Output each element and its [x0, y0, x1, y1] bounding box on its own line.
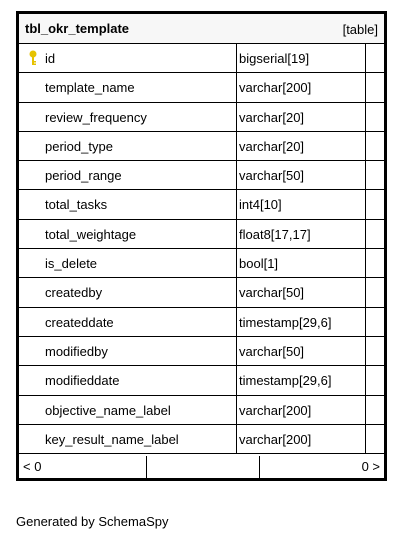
column-type: varchar[50] — [239, 343, 305, 359]
column-name[interactable]: objective_name_label — [45, 402, 171, 418]
column-name[interactable]: is_delete — [45, 256, 98, 272]
column-row — [19, 73, 384, 102]
key-cell — [19, 366, 39, 394]
column-name[interactable]: key_result_name_label — [45, 431, 179, 447]
column-row — [19, 249, 384, 278]
column-type: bigserial[19] — [239, 51, 310, 66]
column-name[interactable]: id — [45, 51, 56, 66]
key-cell — [19, 161, 39, 189]
table-name[interactable]: tbl_okr_template — [25, 21, 130, 36]
column-separator — [236, 44, 237, 454]
key-cell — [19, 308, 39, 336]
key-cell — [19, 278, 39, 306]
column-name[interactable]: template_name — [45, 80, 135, 96]
column-list — [19, 44, 384, 454]
column-type: varchar[20] — [239, 138, 305, 154]
column-separator-right — [365, 44, 366, 454]
key-cell — [19, 337, 39, 365]
table-box — [16, 11, 387, 481]
key-cell — [19, 190, 39, 218]
key-icon — [27, 50, 39, 66]
column-row — [19, 278, 384, 307]
column-type: timestamp[29,6] — [239, 373, 332, 389]
column-row — [19, 44, 384, 73]
column-name[interactable]: total_weightage — [45, 226, 137, 242]
column-row — [19, 337, 384, 366]
column-name[interactable]: review_frequency — [45, 109, 147, 125]
column-type: timestamp[29,6] — [239, 314, 332, 330]
column-row — [19, 425, 384, 454]
column-name[interactable]: modifiedby — [45, 343, 108, 359]
key-cell — [19, 220, 39, 248]
column-type: bool[1] — [239, 256, 279, 272]
footer-separator-right — [259, 456, 260, 478]
table-title-row — [19, 14, 384, 44]
column-name[interactable]: modifieddate — [45, 373, 120, 389]
column-type: float8[17,17] — [239, 226, 311, 242]
column-name[interactable]: createddate — [45, 314, 114, 330]
column-name[interactable]: createdby — [45, 285, 103, 301]
column-type: int4[10] — [239, 197, 282, 213]
key-cell — [19, 396, 39, 424]
column-row — [19, 161, 384, 190]
children-count[interactable]: 0 > — [361, 459, 380, 474]
column-row — [19, 190, 384, 219]
table-footer — [19, 456, 384, 478]
parents-count[interactable]: < 0 — [23, 459, 42, 474]
column-row — [19, 366, 384, 395]
generated-by-text: Generated by SchemaSpy — [16, 514, 169, 529]
column-name[interactable]: period_range — [45, 168, 122, 184]
column-type: varchar[200] — [239, 431, 312, 447]
column-row — [19, 103, 384, 132]
column-type: varchar[50] — [239, 168, 305, 184]
column-name[interactable]: period_type — [45, 138, 113, 154]
key-cell — [19, 73, 39, 101]
column-row — [19, 220, 384, 249]
column-row — [19, 132, 384, 161]
column-type: varchar[200] — [239, 402, 312, 418]
key-cell — [19, 132, 39, 160]
column-row — [19, 396, 384, 425]
column-type: varchar[200] — [239, 80, 312, 96]
footer-separator-left — [146, 456, 147, 478]
column-type: varchar[50] — [239, 285, 305, 301]
column-type: varchar[20] — [239, 109, 305, 125]
key-cell — [19, 103, 39, 131]
column-name[interactable]: total_tasks — [45, 197, 108, 213]
table-kind: [table] — [342, 22, 378, 37]
key-cell — [19, 44, 39, 72]
key-cell — [19, 249, 39, 277]
column-row — [19, 308, 384, 337]
key-cell — [19, 425, 39, 453]
